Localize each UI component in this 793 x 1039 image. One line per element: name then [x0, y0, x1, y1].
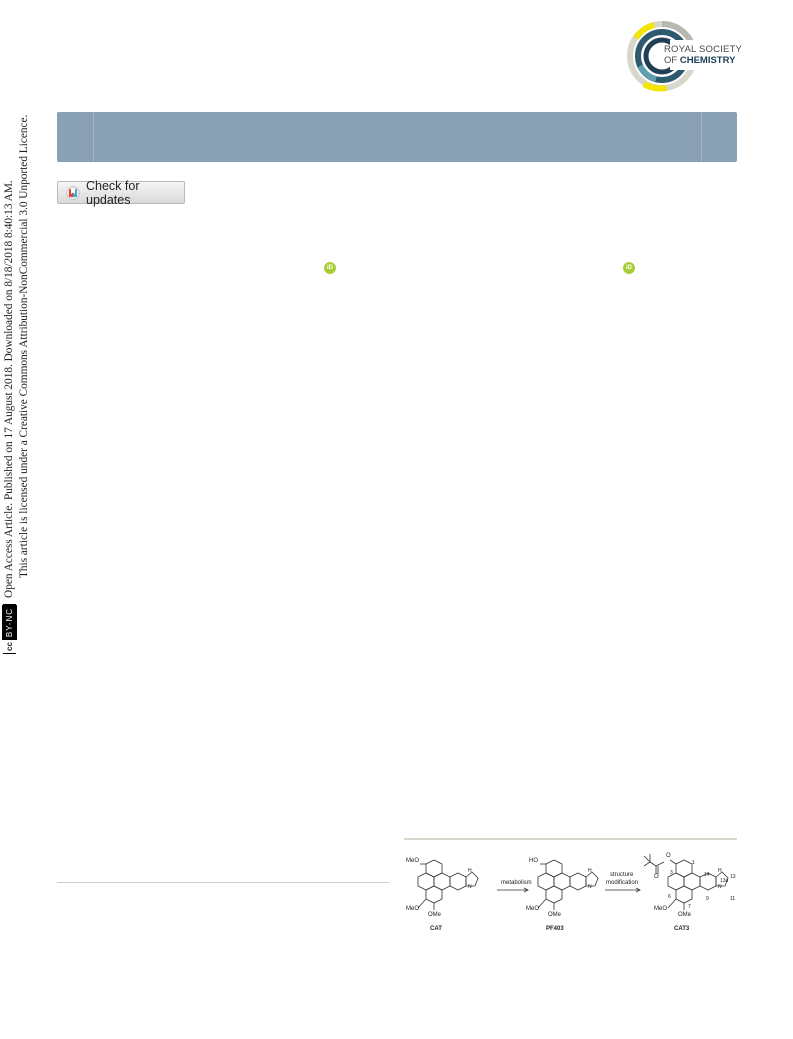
side-license-strip [2, 114, 42, 660]
arrow-label: structure [610, 872, 634, 878]
cc-logo: cc [2, 640, 17, 653]
crossmark-icon [66, 186, 80, 200]
group-label: MeO [526, 906, 540, 912]
published-info: Open Access Article. Published on 17 August 2018. Downloaded on 8/18/2018 8:40:13 AM. [3, 180, 15, 598]
position-number: 3 [670, 870, 673, 876]
band-divider-right [701, 112, 702, 162]
atom-label: H [468, 868, 472, 874]
arrow-label: modification [606, 880, 639, 886]
scheme-top-rule [404, 838, 737, 840]
scheme-drawing [404, 850, 740, 940]
chemical-scheme [404, 850, 740, 940]
compound-label: PF403 [546, 926, 564, 932]
side-text-block [2, 114, 42, 660]
license-line-1 [2, 120, 17, 660]
position-number: 11 [730, 896, 736, 902]
check-for-updates-label: Check for updates [86, 178, 140, 207]
compound-label: CAT3 [674, 926, 690, 932]
atom-label: N [468, 884, 472, 890]
group-label: MeO [654, 906, 668, 912]
footnote-rule [57, 882, 389, 883]
group-label: HO [529, 858, 538, 864]
logo-of: OF [664, 55, 678, 66]
position-number: 13a [720, 878, 729, 884]
orcid-icon[interactable]: iD [324, 262, 336, 274]
atom-label: N [588, 884, 592, 890]
group-label: OMe [678, 912, 692, 918]
position-number: 13 [730, 874, 736, 880]
position-number: 7 [688, 904, 691, 910]
group-label: MeO [406, 906, 420, 912]
atom-label: H [718, 868, 722, 874]
logo-text-line1: ROYAL SOCIETY [664, 44, 743, 55]
group-label: OMe [428, 912, 442, 918]
atom-label: H [588, 868, 592, 874]
atom-label: O [654, 874, 659, 880]
logo-text-line2 [664, 55, 742, 66]
position-number: 6 [668, 894, 671, 900]
cat3-structure [644, 854, 728, 910]
arrow-label: metabolism [501, 880, 532, 886]
orcid-icon[interactable]: iD [623, 262, 635, 274]
license-line-2[interactable]: This article is licensed under a Creative Commons Attribution-NonCommercial 3.0 Unported Licence. [18, 114, 30, 578]
position-number: 14 [704, 872, 710, 878]
cc-license-badge[interactable] [3, 604, 16, 654]
atom-label: O [666, 853, 671, 859]
band-divider-left [93, 112, 94, 162]
position-number: 9 [706, 896, 709, 902]
group-label: OMe [548, 912, 562, 918]
compound-label: CAT [430, 926, 442, 932]
position-number: 1 [692, 860, 695, 866]
logo-chemistry: CHEMISTRY [679, 55, 736, 66]
article-header-band [57, 112, 737, 162]
group-label: MeO [406, 858, 420, 864]
rsc-logo[interactable] [626, 18, 746, 96]
atom-label: N [718, 884, 722, 890]
check-for-updates-button[interactable] [57, 178, 185, 207]
by-nc-label: BY-NC [2, 605, 17, 640]
